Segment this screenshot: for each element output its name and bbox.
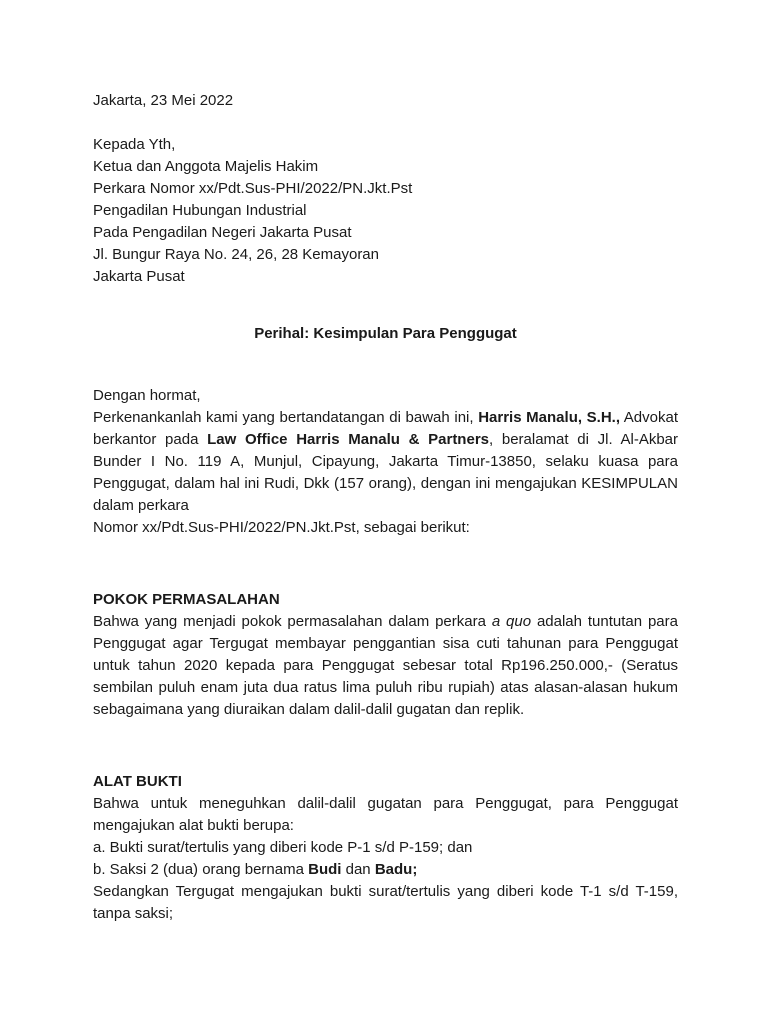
letter-body <box>93 90 678 925</box>
law-office-name: Law Office Harris Manalu & Partners <box>207 431 489 448</box>
subject-title: Perihal: Kesimpulan Para Penggugat <box>254 325 517 342</box>
section-heading-pokok: POKOK PERMASALAHAN <box>93 591 280 608</box>
letter-date: Jakarta, 23 Mei 2022 <box>93 92 234 109</box>
intro-text: , beralamat di Jl. Al-Akbar Bunder I No. 119 A, Munjul, Cipayung, Jakarta Timur-13850, selaku kuasa para Penggugat, dalam hal ini Rudi, Dkk (157 orang), dengan ini mengajukan KESIMPULAN dalam perkara <box>93 431 678 514</box>
section-paragraph-pokok <box>93 611 678 721</box>
recipient-line: Ketua dan Anggota Majelis Hakim <box>93 158 319 175</box>
paragraph-text: Bahwa yang menjadi pokok permasalahan dalam perkara <box>93 613 492 630</box>
advocate-name: Harris Manalu, S.H., <box>478 409 620 426</box>
intro-text: Advokat berkantor pada <box>93 409 679 448</box>
list-item-text: dan <box>341 861 375 878</box>
intro-paragraph <box>93 407 678 517</box>
recipient-block <box>93 134 678 288</box>
recipient-line: Perkara Nomor xx/Pdt.Sus-PHI/2022/PN.Jkt.Pst <box>93 180 413 197</box>
intro-text: Perkenankanlah kami yang bertandatangan di bawah ini, <box>93 409 479 426</box>
defendant-evidence-paragraph: Sedangkan Tergugat mengajukan bukti surat/tertulis yang diberi kode T-1 s/d T-159, tanpa saksi; <box>93 883 678 922</box>
paragraph-text: adalah tuntutan para Penggugat agar Tergugat membayar penggantian sisa cuti tahunan para Penggugat untuk tahun 2020 kepada para Penggugat sebesar total Rp196.250.000,- (Seratus sembilan puluh enam juta dua ratus lima puluh ribu rupiah) atas alasan-alasan hukum sebagaimana yang diuraikan dalam dalil-dalil gugatan dan replik. <box>93 613 678 718</box>
recipient-line: Jakarta Pusat <box>93 268 185 285</box>
salutation: Dengan hormat, <box>93 387 201 404</box>
section-paragraph-alat-bukti: Bahwa untuk meneguhkan dalil-dalil gugatan para Penggugat, para Penggugat mengajukan alat bukti berupa: <box>93 795 678 834</box>
recipient-line: Pada Pengadilan Negeri Jakarta Pusat <box>93 224 352 241</box>
list-item: a. Bukti surat/tertulis yang diberi kode P-1 s/d P-159; dan <box>93 839 473 856</box>
list-item <box>93 859 678 881</box>
section-heading-alat-bukti: ALAT BUKTI <box>93 773 182 790</box>
recipient-line: Kepada Yth, <box>93 136 176 153</box>
italic-term: a quo <box>491 613 532 630</box>
list-item-text: b. Saksi 2 (dua) orang bernama <box>93 861 309 878</box>
witness-name: Badu; <box>374 861 418 878</box>
intro-last-line: Nomor xx/Pdt.Sus-PHI/2022/PN.Jkt.Pst, sebagai berikut: <box>93 519 470 536</box>
recipient-line: Jl. Bungur Raya No. 24, 26, 28 Kemayoran <box>93 246 379 263</box>
witness-name: Budi <box>308 861 342 878</box>
recipient-line: Pengadilan Hubungan Industrial <box>93 202 307 219</box>
